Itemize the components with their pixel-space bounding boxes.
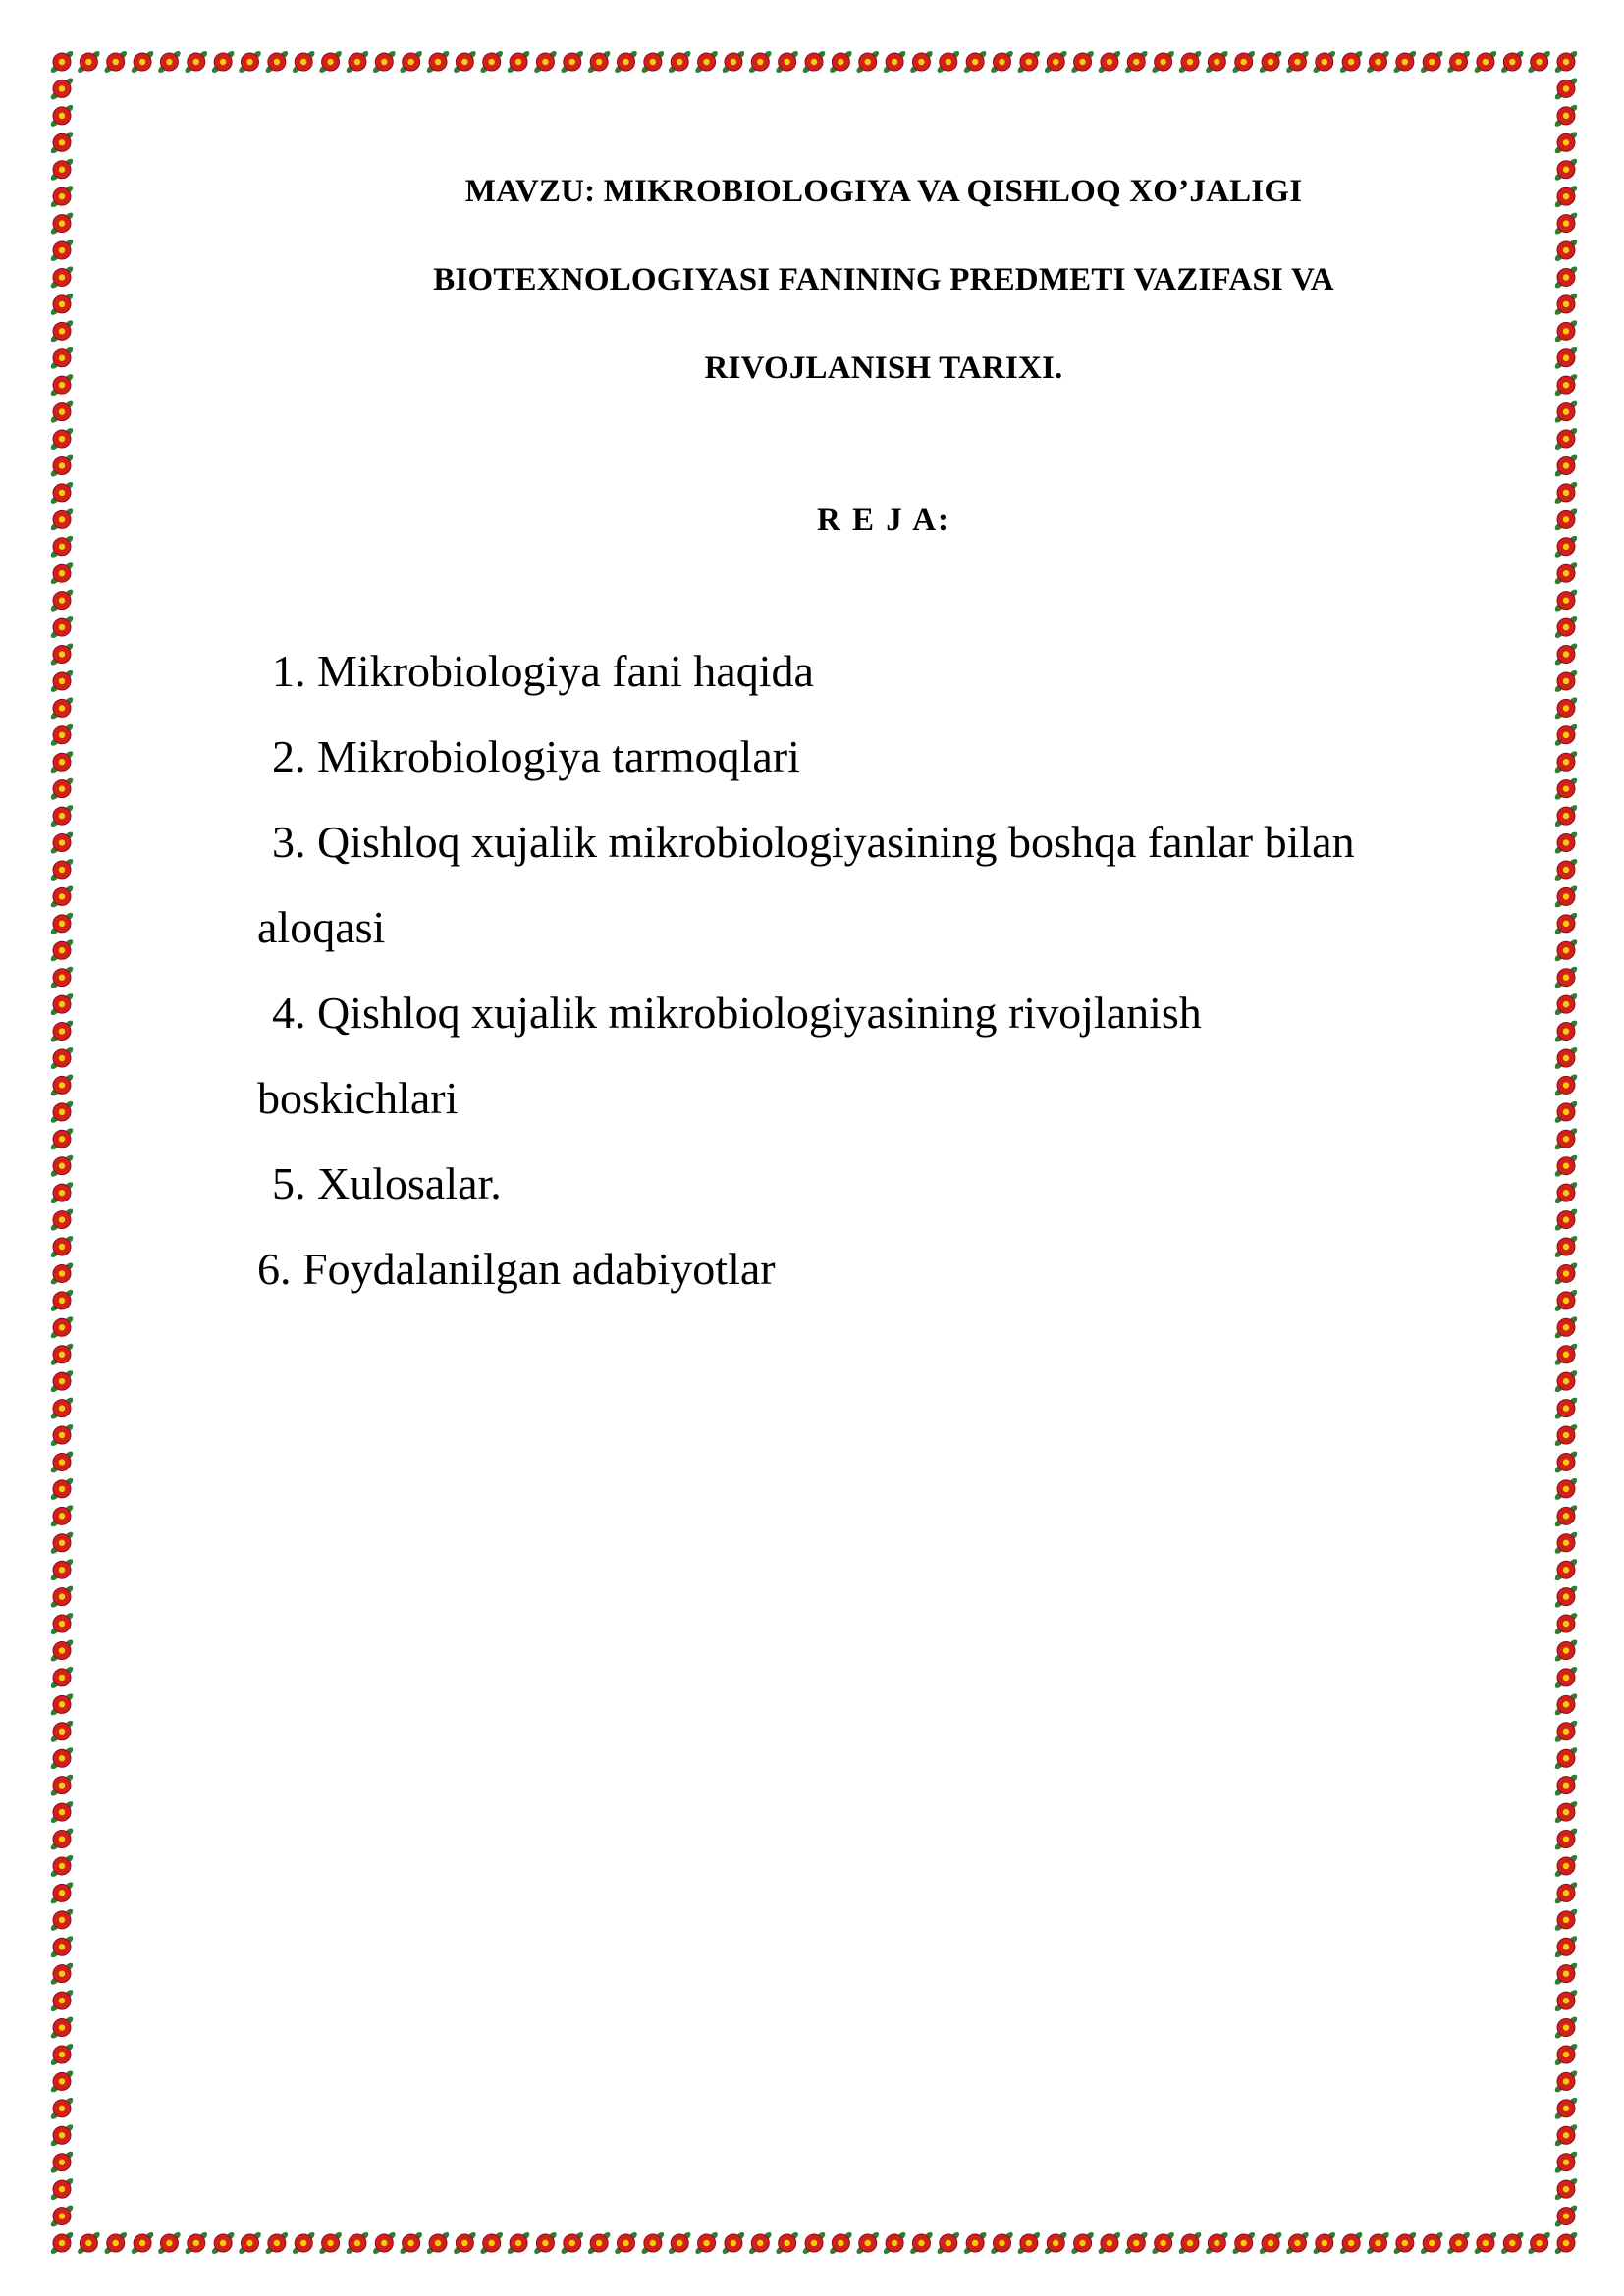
flower-icon [49,1423,75,1448]
flower-icon [399,2230,424,2255]
flower-icon [1070,49,1096,74]
flower-icon [694,49,720,74]
flower-icon [49,668,75,693]
flower-icon [1097,49,1122,74]
flower-icon [1553,1961,1579,1986]
flower-icon [801,2230,827,2255]
flower-icon [667,49,692,74]
flower-icon [533,2230,559,2255]
flower-icon [49,830,75,855]
flower-icon [829,2230,854,2255]
flower-icon [49,1342,75,1366]
flower-icon [49,2177,75,2202]
flower-icon [1553,1396,1579,1420]
flower-icon [49,1530,75,1555]
flower-icon [49,2150,75,2174]
flower-icon [49,534,75,559]
flower-icon [1553,1746,1579,1771]
flower-icon [1553,534,1579,559]
flower-icon [1553,830,1579,855]
flower-icon [1553,1073,1579,1097]
flower-icon [1553,857,1579,881]
flower-icon [1553,49,1579,74]
flower-icon [1553,1719,1579,1743]
plan-list [257,628,1494,1311]
flower-icon [1553,668,1579,693]
flower-icon [1070,2230,1096,2255]
flower-icon [1205,2230,1230,2255]
flower-icon [49,2096,75,2120]
flower-icon [49,857,75,881]
flower-icon [49,561,75,586]
flower-icon [1016,49,1042,74]
flower-icon [614,2230,639,2255]
flower-icon [748,49,774,74]
flower-icon [49,911,75,935]
flower-icon [962,2230,988,2255]
flower-icon [49,454,75,478]
flower-icon [1419,49,1444,74]
flower-icon [49,965,75,989]
flower-icon [49,1261,75,1286]
flower-icon [1258,2230,1283,2255]
flower-icon [1553,1827,1579,1851]
flower-icon [49,1181,75,1205]
flower-icon [1043,2230,1068,2255]
document-title [295,147,1473,412]
flower-icon [909,2230,935,2255]
flower-icon [1553,2069,1579,2094]
flower-icon [49,1746,75,1771]
plan-item-2: 2. Mikrobiologiya tarmoqlari [272,731,800,781]
flower-icon [318,49,344,74]
flower-icon [49,1396,75,1420]
flower-icon [49,1019,75,1043]
flower-icon [1312,49,1337,74]
flower-icon [49,1476,75,1501]
flower-icon [1553,776,1579,801]
flower-icon [1553,2177,1579,2202]
flower-icon [1124,2230,1150,2255]
flower-icon [49,1315,75,1340]
flower-icon [1231,49,1257,74]
plan-item-3: 3. Qishloq xujalik mikrobiologiyasining boshqa fanlar bilan [272,817,1355,867]
flower-icon [49,2042,75,2066]
title-line-2: BIOTEXNOLOGIYASI FANINING PREDMETI VAZIFASI VA [433,262,1334,297]
flower-icon [49,292,75,316]
flower-icon [1553,400,1579,424]
flower-icon [49,1612,75,1636]
flower-icon [49,1045,75,1070]
flower-icon [130,49,155,74]
flower-icon [49,1127,75,1151]
flower-icon [453,49,478,74]
flower-icon [1553,373,1579,398]
flower-icon [1553,911,1579,935]
flower-icon [1553,1935,1579,1959]
flower-icon [210,49,236,74]
flower-icon [1553,2015,1579,2040]
flower-icon [49,1961,75,1986]
plan-item-4: 4. Qishloq xujalik mikrobiologiyasining rivojlanish [272,988,1202,1038]
flower-icon [49,211,75,236]
flower-icon [1553,1235,1579,1259]
flower-icon [990,2230,1015,2255]
flower-icon [49,77,75,101]
flower-icon [49,588,75,613]
flower-icon [1473,2230,1498,2255]
flower-icon [49,1369,75,1394]
flower-icon [103,2230,129,2255]
flower-icon [1177,49,1203,74]
flower-icon [614,49,639,74]
flower-icon [533,49,559,74]
flower-icon [49,2123,75,2148]
title-line-1: MAVZU: MIKROBIOLOGIYA VA QISHLOQ XO’JALIGI [464,174,1303,209]
flower-icon [1553,103,1579,128]
flower-icon [1553,185,1579,209]
flower-icon [49,185,75,209]
flower-icon [1553,319,1579,344]
flower-icon [1553,1665,1579,1689]
flower-icon [49,157,75,182]
flower-icon [1553,2230,1579,2255]
flower-icon [1553,1450,1579,1474]
flower-icon [49,776,75,801]
flower-icon [694,2230,720,2255]
flower-icon [1553,1207,1579,1232]
flower-icon [49,49,75,74]
flower-icon [1553,1853,1579,1878]
flower-icon [49,2069,75,2094]
flower-icon [1553,722,1579,747]
flower-icon [667,2230,692,2255]
flower-icon [1553,454,1579,478]
plan-heading: R E J A: [816,503,951,538]
flower-icon [49,239,75,263]
plan-item-5: 5. Xulosalar. [272,1158,502,1208]
flower-icon [49,992,75,1017]
flower-icon [882,49,907,74]
flower-icon [1392,2230,1418,2255]
flower-icon [1473,49,1498,74]
flower-icon [49,427,75,452]
flower-icon [909,49,935,74]
flower-icon [1553,2150,1579,2174]
flower-icon [1258,49,1283,74]
flower-icon [157,2230,183,2255]
flower-icon [775,2230,800,2255]
flower-icon [1205,49,1230,74]
flower-icon [49,1989,75,2013]
flower-icon [1553,480,1579,505]
flower-icon [586,2230,612,2255]
flower-icon [855,49,881,74]
flower-icon [425,2230,451,2255]
flower-icon [855,2230,881,2255]
flower-icon [210,2230,236,2255]
flower-icon [49,2230,75,2255]
flower-icon [829,49,854,74]
flower-icon [1285,49,1311,74]
flower-icon [1500,2230,1526,2255]
flower-icon [49,131,75,155]
flower-icon [238,2230,263,2255]
flower-icon [1553,1019,1579,1043]
flower-icon [1553,884,1579,909]
flower-icon [1097,2230,1122,2255]
title-line-3: RIVOJLANISH TARIXI. [704,350,1063,386]
flower-icon [1553,1315,1579,1340]
flower-icon [1366,49,1391,74]
flower-icon [49,696,75,721]
flower-icon [962,49,988,74]
flower-icon [1553,1881,1579,1905]
flower-icon [49,1099,75,1124]
flower-icon [1553,1612,1579,1636]
flower-icon [1553,292,1579,316]
flower-icon [882,2230,907,2255]
flower-icon [506,2230,531,2255]
flower-icon [1392,49,1418,74]
flower-icon [1553,1045,1579,1070]
flower-icon [49,1692,75,1717]
flower-icon [49,1773,75,1797]
flower-icon [49,373,75,398]
flower-icon [1446,2230,1472,2255]
flower-icon [1016,2230,1042,2255]
flower-icon [1553,1504,1579,1528]
flower-icon [586,49,612,74]
flower-icon [49,1719,75,1743]
flower-icon [1553,750,1579,774]
flower-icon [1553,2042,1579,2066]
flower-icon [721,49,746,74]
flower-icon [49,642,75,667]
flower-icon [1553,1261,1579,1286]
flower-icon [49,400,75,424]
flower-icon [479,2230,505,2255]
flower-icon [1446,49,1472,74]
flower-icon [264,49,290,74]
flower-icon [1553,1800,1579,1825]
flower-icon [1553,1342,1579,1366]
plan-item-6: 6. Foydalanilgan adabiyotlar [257,1244,776,1294]
flower-icon [49,103,75,128]
flower-icon [1553,507,1579,532]
flower-icon [49,1907,75,1932]
flower-icon [1553,2096,1579,2120]
flower-icon [1553,588,1579,613]
flower-icon [1553,1127,1579,1151]
flower-icon [49,1853,75,1878]
flower-icon [1500,49,1526,74]
flower-icon [103,49,129,74]
flower-icon [1124,49,1150,74]
flower-icon [49,884,75,909]
flower-icon [1553,1476,1579,1501]
flower-icon [49,722,75,747]
flower-icon [1419,2230,1444,2255]
flower-icon [1553,1584,1579,1609]
flower-icon [49,1881,75,1905]
flower-icon [49,319,75,344]
flower-icon [560,49,585,74]
flower-icon [1553,239,1579,263]
flower-icon [49,1504,75,1528]
flower-icon [77,2230,102,2255]
flower-icon [49,2015,75,2040]
flower-icon [1553,1369,1579,1394]
flower-icon [49,1558,75,1582]
flower-icon [49,1450,75,1474]
flower-icon [1553,1153,1579,1178]
flower-icon [1553,1099,1579,1124]
flower-icon [748,2230,774,2255]
plan-item-3-continuation: aloqasi [257,902,386,952]
flower-icon [49,1800,75,1825]
flower-icon [1553,2204,1579,2228]
flower-icon [1527,49,1552,74]
flower-icon [372,49,398,74]
flower-icon [49,2204,75,2228]
flower-icon [345,49,370,74]
flower-icon [1553,1181,1579,1205]
flower-icon [49,346,75,370]
flower-icon [1553,1907,1579,1932]
flower-icon [1553,157,1579,182]
flower-icon [1177,2230,1203,2255]
flower-icon [1553,1989,1579,2013]
flower-icon [425,49,451,74]
flower-icon [1553,965,1579,989]
flower-icon [506,49,531,74]
flower-icon [1553,1773,1579,1797]
flower-icon [560,2230,585,2255]
flower-icon [990,49,1015,74]
flower-icon [1151,2230,1176,2255]
flower-icon [49,1288,75,1312]
flower-icon [1553,804,1579,828]
flower-icon [49,1235,75,1259]
flower-icon [1553,992,1579,1017]
flower-icon [49,480,75,505]
flower-icon [291,2230,316,2255]
flower-icon [1553,346,1579,370]
flower-icon [49,804,75,828]
flower-icon [49,1584,75,1609]
flower-icon [238,49,263,74]
flower-icon [1553,696,1579,721]
flower-icon [49,1073,75,1097]
flower-icon [157,49,183,74]
plan-item-4-continuation: boskichlari [257,1073,459,1123]
flower-icon [1312,2230,1337,2255]
flower-icon [1338,2230,1364,2255]
flower-icon [1553,265,1579,290]
flower-icon [1553,427,1579,452]
flower-icon [1553,938,1579,963]
flower-icon [721,2230,746,2255]
flower-icon [318,2230,344,2255]
flower-icon [49,1153,75,1178]
flower-icon [372,2230,398,2255]
flower-icon [1231,2230,1257,2255]
flower-icon [1553,1423,1579,1448]
flower-icon [49,1665,75,1689]
flower-icon [49,507,75,532]
flower-icon [130,2230,155,2255]
flower-icon [1553,2123,1579,2148]
flower-icon [291,49,316,74]
flower-icon [345,2230,370,2255]
flower-icon [184,2230,209,2255]
flower-icon [936,2230,961,2255]
flower-icon [640,49,666,74]
flower-icon [1151,49,1176,74]
flower-icon [49,1207,75,1232]
flower-icon [264,2230,290,2255]
flower-icon [479,49,505,74]
flower-icon [1553,1558,1579,1582]
flower-icon [1366,2230,1391,2255]
flower-icon [453,2230,478,2255]
flower-icon [184,49,209,74]
flower-icon [399,49,424,74]
flower-icon [49,1935,75,1959]
flower-icon [1553,1638,1579,1663]
flower-icon [1285,2230,1311,2255]
flower-icon [49,1827,75,1851]
flower-icon [49,615,75,640]
flower-icon [49,938,75,963]
flower-icon [1043,49,1068,74]
flower-icon [49,1638,75,1663]
flower-icon [1553,211,1579,236]
plan-item-1: 1. Mikrobiologiya fani haqida [272,646,814,696]
flower-icon [1553,131,1579,155]
flower-icon [1553,1530,1579,1555]
flower-icon [936,49,961,74]
flower-icon [640,2230,666,2255]
flower-icon [775,49,800,74]
flower-icon [1553,1692,1579,1717]
flower-icon [1553,615,1579,640]
flower-icon [1553,642,1579,667]
flower-icon [77,49,102,74]
flower-icon [1527,2230,1552,2255]
flower-icon [49,265,75,290]
flower-icon [1553,561,1579,586]
flower-icon [1553,1288,1579,1312]
flower-icon [801,49,827,74]
flower-icon [1553,77,1579,101]
flower-icon [1338,49,1364,74]
flower-icon [49,750,75,774]
